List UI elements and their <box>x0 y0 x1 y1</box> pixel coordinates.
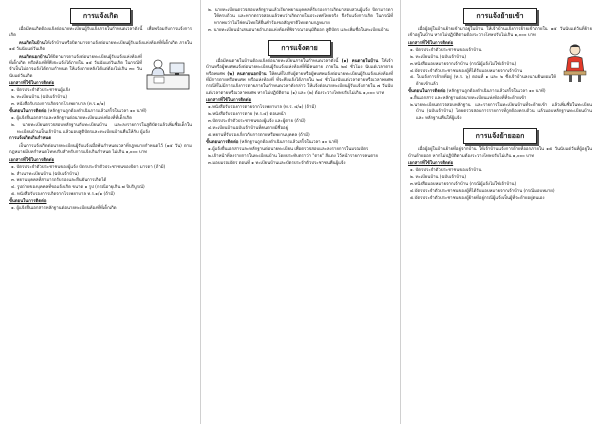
death-out-house-label: (๒) คนตายนอกบ้าน <box>227 71 267 77</box>
move-in-title: การแจ้งย้ายเข้า <box>463 8 536 24</box>
birth-step-1: ๑. ผู้แจ้งยื่นเอกสารและหลักฐานต่อนายทะเบียนแห่งท้องที่ที่เด็กเกิด <box>11 116 132 122</box>
death-steps-text: (หลักฐานถูกต้องดำเนินการแล้วเสร็จในเวลา ๑๐ นาที) <box>239 139 339 145</box>
death-doc-4: ๔.ทะเบียนบ้านฉบับเจ้าบ้านที่คนตายมีชื่ออยู่ <box>208 125 289 131</box>
birth-out-house-label: คนเกิดนอกบ้าน <box>19 54 48 60</box>
move-in-step-2: ๒.นายทะเบียนตรวจสอบหลักฐาน และรายการในทะเบียนบ้านที่จะย้ายเข้า แล้วเพิ่มชื่อในทะเบียนบ้าน (ฉบับเจ้าบ้าน) โดยตรวจสอบการรายการที่ถูกต้องครบถ้วน แล้วมอบหลักฐานทะเบียนบ้าน และ หลักฐานคืนให้ผู้แจ้ง <box>410 103 592 121</box>
birth-late-doc-1: ๑. บัตรประจำตัวประชาชนของผู้แจ้ง บัตรประจำตัวประชาชนของบิดา มารดา (ถ้ามี) <box>11 164 166 170</box>
birth-late-text: เป็นการแจ้งเกิดต่อนายทะเบียนผู้รับแจ้งเมื่อพ้นกำหนดเวลาที่กฎหมายกำหนดไว้ (๑๕ วัน) ตามกฎหมายมีบทกำหนดโทษปรับสำหรับการแจ้งเกินกำหนด ไม่เกิน ๑,๐๐๐ บาท <box>9 143 192 156</box>
death-step-1: ๑.ผู้แจ้งยื่นเอกสารและหลักฐานต่อนายทะเบียน เพื่อตรวจสอบและลงรายการในมรณบัตร <box>208 147 369 153</box>
birth-title-wrap <box>9 8 192 24</box>
move-out-doc-3: ๓.หนังสือมอบหมายจากเจ้าบ้าน (กรณีผู้แจ้งไม่ใช่เจ้าบ้าน) <box>410 181 517 187</box>
birth-steps-text: (หลักฐานถูกต้องดำเนินการแล้วเสร็จในเวลา ๑๐ นาที) <box>47 108 147 114</box>
official-illustration <box>560 43 590 83</box>
birth-step-2: ๒. นายทะเบียนตรวจสอบหลักฐานกับทะเบียนบ้าน และลงรายการในสูติบัตรแล้วเพิ่มชื่อเด็กในทะเบียนบ้านเป็นเจ้าบ้าน แล้วมอบสูติบัตรและทะเบียนบ้านคืนให้กับ ผู้แจ้ง <box>11 123 192 135</box>
registrar-desk-illustration <box>146 57 190 91</box>
move-out-doc-1: ๑. บัตรประจำตัวประชาชนของเจ้าบ้าน <box>410 167 482 173</box>
panel-death <box>202 0 398 424</box>
move-in-doc-1: ๑. บัตรประจำตัวประชาชนของเจ้าบ้าน <box>410 47 482 53</box>
move-out-intro: เมื่อผู้อยู่ในบ้านย้ายที่อยู่จากบ้าน ให้เจ้าบ้านแจ้งการย้ายที่ออกภายใน ๑๕ วันนับแต่วันที่ผู้อยู่ในบ้านย้ายออก หากไม่ปฏิบัติตามต้องระวางโทษปรับไม่เกิน ๑,๐๐๐ บาท <box>408 147 592 159</box>
birth-steps <box>9 109 192 115</box>
birth-title: การแจ้งเกิด <box>70 8 131 24</box>
death-doc-5: ๕.พยานที่รับรองเกี่ยวกับการตายหรือพยานบุคคล (ถ้ามี) <box>208 132 310 138</box>
birth-late-step-1: ๑. ผู้แจ้งยื่นเอกสารหลักฐานต่อนายทะเบียนท้องที่ที่เด็กเกิด <box>11 206 117 212</box>
death-intro-row <box>206 59 393 97</box>
birth-in-house-label: คนเกิดในบ้าน <box>19 40 45 46</box>
move-in-doc-4: ๔.บัตรประจำตัวประชาชนของผู้ที่ได้รับมอบหมายจากเจ้าบ้าน <box>410 68 523 74</box>
death-steps <box>206 140 393 146</box>
birth-out-house-text: ให้บิดามารดาแจ้งต่อนายทะเบียนผู้รับแจ้งแห่งท้องที่ที่เด็กเกิด หรือท้องที่ที่พึงจะแจ้งได้ภายใน ๑๕ วันนับแต่วันเกิด ในกรณีที่จำเป็นไม่อาจแจ้งได้ตามกำหนด ให้แจ้งภายหลังได้แต่ต้องไม่เกิน ๓๐ วันนับแต่วันเกิด <box>9 54 142 79</box>
birth-late-title: การแจ้งเกิดเกินกำหนด <box>9 136 52 142</box>
death-title-wrap <box>206 40 393 56</box>
move-in-doc-2: ๒. ทะเบียนบ้าน (ฉบับเจ้าบ้าน) <box>410 54 467 60</box>
move-in-steps <box>408 89 592 95</box>
death-doc-2: ๒.หนังสือรับรองการตาย (ท.ร.๔) ตอนหน้า <box>208 112 287 117</box>
death-docs-title: เอกสารที่ใช้ในการติดต่อ <box>206 98 252 104</box>
move-out-title-wrap <box>408 128 592 144</box>
fold-line <box>200 0 201 424</box>
birth-doc-3: ๓. หนังสือรับรองการเกิดจากโรงพยาบาล (ท.ร.๑/๑) <box>11 101 106 107</box>
move-in-docs-title: เอกสารที่ใช้ในการติดต่อ <box>408 40 454 46</box>
panel-birth <box>0 0 198 424</box>
move-out-doc-2: ๒. ทะเบียนบ้าน (ฉบับเจ้าบ้าน) <box>410 174 467 180</box>
move-in-steps-title: ขั้นตอนในการติดต่อ <box>408 88 446 94</box>
move-out-title: การแจ้งย้ายออก <box>463 128 538 144</box>
move-in-step-1: ๑.ยื่นเอกสาร และหลักฐานต่อนายทะเบียนแห่งท้องที่ที่จะย้ายเข้า <box>410 96 527 102</box>
birth-late-doc-3: ๓. พยานบุคคลที่สามารถรับรองและยืนยันการเกิดได้ <box>11 178 107 184</box>
move-in-title-wrap <box>408 8 592 24</box>
death-step-3: ๓.มอบมรณบัตร ตอนที่ ๑ ทะเบียนบ้านและบัตรประจำตัวประชาชนคืนผู้แจ้ง <box>208 161 346 167</box>
death-intro: เมื่อมีคนตายในบ้านต้องแจ้งต่อนายทะเบียนภายในกำหนดเวลาดังนี้ <box>216 58 339 64</box>
move-in-doc-5: ๕. ใบแจ้งการย้ายที่อยู่ (ท.ร. ๖) ตอนที่ ๑ และ ๒ ซึ่งเจ้าบ้านลงนามยินยอมให้ย้ายเข้าแล้ว <box>410 75 556 87</box>
move-out-doc-5: ๕.บัตรประจำตัวประชาชนของผู้ย้ายที่อยู่กรณีผู้แจ้งเป็นผู้ที่จะย้ายอยู่ตนเอง <box>410 195 545 201</box>
birth-doc-2: ๒. ทะเบียนบ้าน (ฉบับเจ้าบ้าน) <box>11 94 68 100</box>
death-title: การแจ้งตาย <box>268 40 331 56</box>
birth-late-docs-title: เอกสารที่ใช้ในการติดต่อ <box>9 157 55 163</box>
death-steps-title: ขั้นตอนการติดต่อ <box>206 139 239 145</box>
birth-late-doc-2: ๒. สำเนาทะเบียนบ้าน (ฉบับเจ้าบ้าน) <box>11 171 79 177</box>
birth-late-step-3: ๓. นายทะเบียนนำเสนอนายอำเภอแห่งท้องที่พิจารณาอนุมัติออก สูติบัตร และเพิ่มชื่อในทะเบียนบ้าน <box>208 27 389 33</box>
birth-late-doc-4: ๔. รูปถ่ายของบุคคลที่ขอแจ้งเกิด ขนาด ๑ รูป (กรณีอายุเกิน ๗ ปีบริบูรณ์) <box>11 185 145 191</box>
birth-steps-title: ขั้นตอนในการติดต่อ <box>9 108 47 114</box>
death-out-house-text: ให้คนที่ไปกับผู้ตายหรือผู้พบศพแจ้งต่อนายทะเบียนผู้รับแจ้งแห่งท้องที่ ที่มีการตายหรือพบศพ หรือแห่งท้องที่ ที่จะพึงแจ้งได้ภายใน ๒๔ ชั่วโมงนับแต่เวลาตายหรือเวลาพบศพ กรณีที่ไม่มีการแจ้งการตายภายในกำหนดเวลาดังกล่าว ให้แจ้งต่อนายทะเบียนผู้รับแจ้งภายใน ๗ วันนับแต่เวลาตายหรือเวลาพบศพ หากไม่ปฏิบัติตาม (๑) และ (๒) ต้องระวางโทษปรับไม่เกิน ๑,๐๐๐ บาท <box>206 71 393 96</box>
death-step-2: ๒.เจ้าหน้าที่ลงรายการในทะเบียนบ้าน โดยประทับตราว่า "ตาย" สีแดง ไว้หน้ารายการคนตาย <box>208 154 378 160</box>
birth-late-steps-title: ขั้นตอนในการติดต่อ <box>9 199 47 205</box>
death-in-house-text: ให้เจ้าบ้านหรือผู้พบศพแจ้งต่อนายทะเบียนผู้รับแจ้งแห่งท้องที่ที่มีคนตาย ภายใน ๒๔ ชั่วโมง นับแต่เวลาตาย หรือพบศพ <box>206 58 393 77</box>
fold-line <box>400 0 401 424</box>
move-in-doc-3: ๓.หนังสือมอบหมายจากเจ้าบ้าน (กรณีผู้แจ้งไม่ใช่เจ้าบ้าน) <box>410 61 517 67</box>
death-doc-3: ๓.บัตรประจำตัวประชาชนของผู้แจ้ง และผู้ตาย (ถ้ามี) <box>208 118 306 124</box>
death-doc-1: ๑.หนังสือรับรองการตายจากโรงพยาบาล (ท.ร. ๔/๑) (ถ้ามี) <box>208 105 316 111</box>
birth-docs-title: เอกสารที่ใช้ในการติดต่อ <box>9 81 55 87</box>
panel-move <box>402 0 600 424</box>
birth-late-doc-5: ๕. หนังสือรับรองการเกิดจากโรงพยาบาล ท.ร.๑/๑ (ถ้ามี) <box>11 192 115 198</box>
move-in-intro: เมื่อผู้อยู่ในบ้านย้ายเข้ามาอยู่ในบ้าน ให้เจ้าบ้านแจ้งการย้ายเข้าภายใน ๑๕ วันนับแต่วันที่ย้ายเข้าอยู่ในบ้าน หากไม่ปฏิบัติตามต้องระวางโทษปรับไม่เกิน ๑,๐๐๐ บาท <box>408 27 592 39</box>
birth-doc-1: ๑. บัตรประจำตัวประชาชนผู้แจ้ง <box>11 87 71 93</box>
death-in-house-label: (๑) คนตายในบ้าน <box>341 58 379 64</box>
move-out-doc-4: ๔.บัตรประจำตัวประชาชนของผู้ที่ได้รับมอบหมายจากเจ้าบ้าน (กรณีมอบหมาย) <box>410 188 555 194</box>
birth-intro: เมื่อมีคนเกิดต้องแจ้งต่อนายทะเบียนผู้รับแจ้งภายในกำหนดเวลาดังนี้ เพื่อพร้อมกับการแจ้งการเกิด <box>9 27 192 39</box>
move-in-steps-text: (หลักฐานถูกต้องดำเนินการแล้วเสร็จในเวลา ๑๐ นาที) <box>446 88 546 94</box>
birth-in-house-text: ให้เจ้าบ้านหรือบิดามารดาแจ้งต่อนายทะเบียนผู้รับแจ้งแห่งท้องที่ที่เด็กเกิด ภายใน ๑๕ วันนับแต่วันเกิด <box>9 40 192 53</box>
birth-late-step-2: ๒. นายทะเบียนตรวจสอบหลักฐานแล้วเรียกพยานบุคคลที่รับรองการเกิดมาสอบสวนผู้แจ้ง บิดามารดาให้ครบถ้วน และหากตรวจสอบแล้วพบว่าเกิดภายในประเทศไทยจริง จึงรับแจ้งการเกิด ในกรณีที่หากพบว่าไม่ใช่คนไทยให้ยื่นคำร้องขอสัญชาติไทยตามกฎหมาย <box>208 8 393 26</box>
birth-in-house <box>9 41 192 54</box>
move-out-docs-title: เอกสารที่ใช้ในการติดต่อ <box>408 160 454 166</box>
